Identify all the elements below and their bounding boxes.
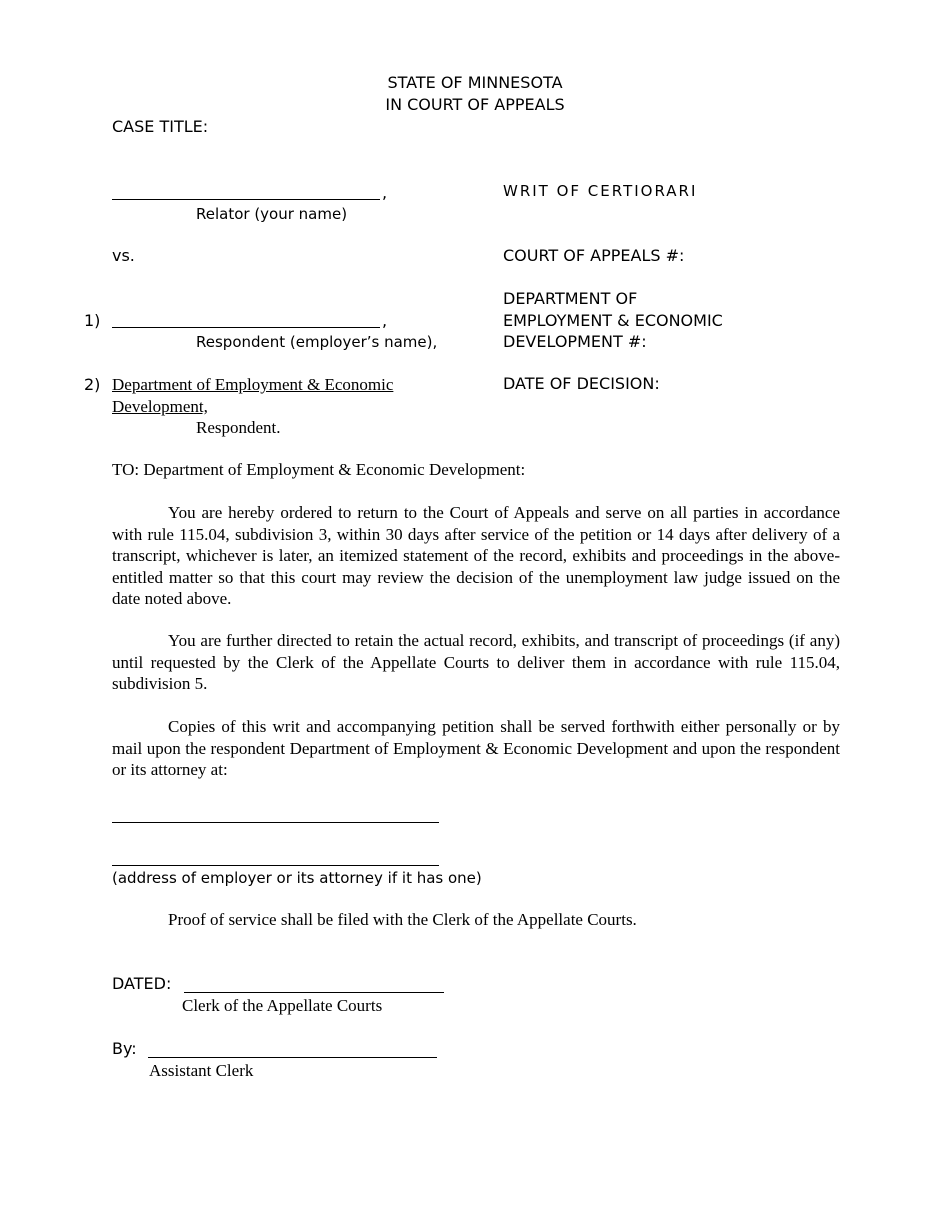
case-title-label: CASE TITLE: — [112, 117, 209, 136]
clerk-label: Clerk of the Appellate Courts — [182, 996, 383, 1015]
date-of-decision-label: DATE OF DECISION: — [503, 374, 660, 393]
assistant-clerk-label: Assistant Clerk — [149, 1061, 254, 1080]
relator-name-line[interactable] — [112, 199, 380, 200]
dated-signature-line[interactable] — [184, 992, 444, 993]
vs-label: vs. — [112, 246, 135, 265]
respondent2-name-line1: Department of Employment & Economic — [112, 375, 394, 394]
deed-label-line1: DEPARTMENT OF — [503, 289, 638, 308]
dated-label: DATED: — [112, 974, 172, 993]
respondent2-label: Respondent. — [196, 418, 281, 437]
service-paragraph: Copies of this writ and accompanying petition shall be served forthwith either personally or by mail upon the respondent Department of Employment & Economic Development and upon the respondent or its attorney at: — [112, 717, 840, 779]
address-line-1[interactable] — [112, 822, 439, 823]
order-paragraph: You are hereby ordered to return to the Court of Appeals and serve on all parties in accordance with rule 115.04, subdivision 3, within 30 days after service of the petition or 14 days after delivery of a transcript, whichever is later, an itemized statement of the record, exhibits and proceedings in the above-entitled matter so that this court may review the decision of the unemployment law judge issued on the date noted above. — [112, 503, 840, 608]
respondent1-name-line[interactable] — [112, 327, 380, 328]
by-signature-line[interactable] — [148, 1057, 437, 1058]
retain-record-paragraph: You are further directed to retain the actual record, exhibits, and transcript of proceedings (if any) until requested by the Clerk of the Appellate Courts to deliver them in accordance with rule 115.04, subdivision 5. — [112, 631, 840, 693]
proof-of-service-text: Proof of service shall be filed with the Clerk of the Appellate Courts. — [168, 910, 637, 929]
relator-comma: , — [382, 183, 388, 202]
court-heading: IN COURT OF APPEALS — [385, 95, 565, 114]
address-label: (address of employer or its attorney if it has one) — [112, 869, 482, 887]
court-of-appeals-number-label: COURT OF APPEALS #: — [503, 246, 685, 265]
respondent1-label: Respondent (employer’s name), — [196, 333, 438, 351]
respondent2-name-line2: Development, — [112, 397, 208, 416]
relator-label: Relator (your name) — [196, 205, 348, 223]
address-line-2[interactable] — [112, 865, 439, 866]
respondent1-comma: , — [382, 311, 388, 330]
deed-label-line2: EMPLOYMENT & ECONOMIC — [503, 311, 723, 330]
respondent2-number: 2) — [84, 375, 101, 394]
writ-title: WRIT OF CERTIORARI — [503, 182, 698, 200]
respondent1-number: 1) — [84, 311, 101, 330]
state-heading: STATE OF MINNESOTA — [387, 73, 563, 92]
deed-label-line3: DEVELOPMENT #: — [503, 332, 647, 351]
by-label: By: — [112, 1039, 137, 1058]
to-line: TO: Department of Employment & Economic Development: — [112, 460, 526, 479]
